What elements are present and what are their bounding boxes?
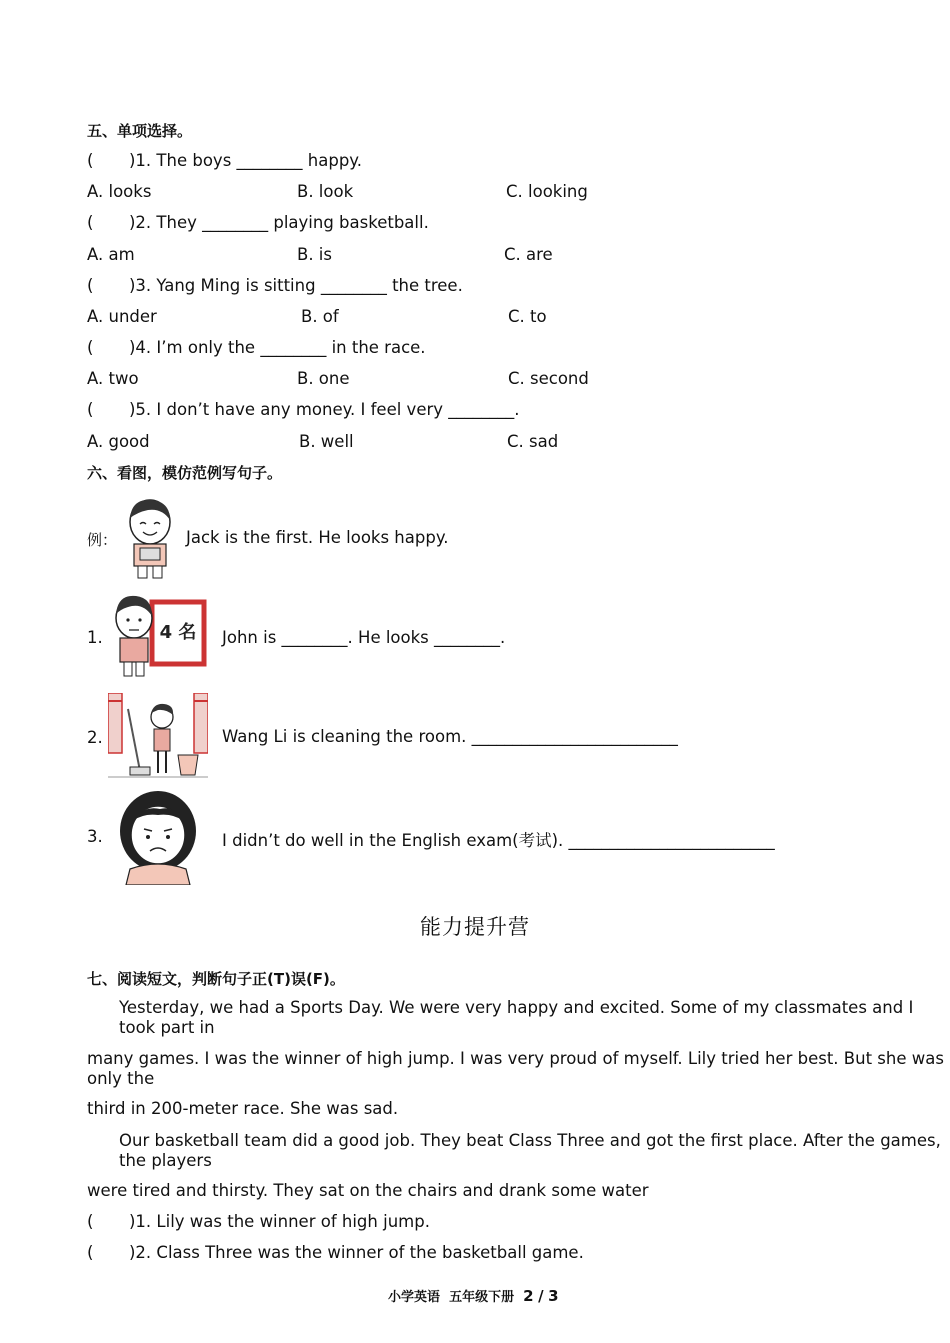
- question-5-1: ( )1. The boys ________ happy.: [87, 151, 362, 170]
- option-b: B. well: [299, 432, 354, 451]
- footer-subject: 小学英语: [388, 1290, 441, 1305]
- option-b: B. of: [301, 307, 339, 326]
- sad-girl-illustration: [108, 787, 208, 885]
- question-7-2: ( )2. Class Three was the winner of the basketball game.: [87, 1243, 584, 1262]
- section6-heading: 六、看图，模仿范例写句子。: [87, 464, 283, 482]
- section-title: 能力提升营: [420, 915, 530, 939]
- reading-paragraph: third in 200-meter race. She was sad.: [87, 1099, 399, 1118]
- footer-separator: /: [538, 1287, 544, 1305]
- reading-paragraph: Yesterday, we had a Sports Day. We were very happy and excited. Some of my classmates and I took part in: [119, 998, 914, 1037]
- option-a: A. good: [87, 432, 150, 451]
- reading-paragraph: were tired and thirsty. They sat on the chairs and drank some water: [87, 1181, 649, 1200]
- option-c: C. to: [508, 307, 547, 326]
- question-5-3: ( )3. Yang Ming is sitting ________ the tree.: [87, 276, 463, 295]
- option-b: B. is: [297, 245, 332, 264]
- option-b: B. look: [297, 182, 354, 201]
- item-number: 1.: [87, 628, 103, 647]
- item-number: 3.: [87, 827, 103, 846]
- section7-heading: 七、阅读短文，判断句子正(T)误(F)。: [87, 970, 345, 988]
- example-label: 例：: [87, 531, 118, 549]
- question-5-4: ( )4. I’m only the ________ in the race.: [87, 338, 426, 357]
- option-c: C. looking: [506, 182, 588, 201]
- happy-boy-illustration: [118, 494, 182, 582]
- girl-cleaning-illustration: [108, 693, 208, 779]
- footer-page: 2: [523, 1287, 534, 1305]
- section5-heading: 五、单项选择。: [87, 122, 193, 140]
- footer-grade: 五年级下册: [449, 1290, 515, 1305]
- option-a: A. under: [87, 307, 157, 326]
- option-a: A. looks: [87, 182, 152, 201]
- reading-paragraph: many games. I was the winner of high jump. I was very proud of myself. Lily tried her best. But she was only the: [87, 1049, 944, 1088]
- item-sentence: I didn’t do well in the English exam(考试). _________________________: [222, 831, 775, 850]
- question-5-2: ( )2. They ________ playing basketball.: [87, 213, 429, 232]
- footer-total: 3: [548, 1287, 559, 1305]
- item-sentence: Wang Li is cleaning the room. _________________________: [222, 727, 678, 746]
- option-c: C. are: [504, 245, 553, 264]
- question-5-5: ( )5. I don’t have any money. I feel very ________.: [87, 400, 520, 419]
- item-number: 2.: [87, 728, 103, 747]
- option-b: B. one: [297, 369, 350, 388]
- example-sentence: Jack is the first. He looks happy.: [186, 528, 449, 547]
- page-footer: [388, 1286, 559, 1305]
- fourth-place-sign: 4 名: [159, 622, 197, 643]
- option-a: A. two: [87, 369, 139, 388]
- boy-fourth-place-illustration: [108, 588, 208, 680]
- reading-paragraph: Our basketball team did a good job. They beat Class Three and got the first place. After the games, the players: [119, 1131, 941, 1170]
- option-c: C. second: [508, 369, 589, 388]
- option-a: A. am: [87, 245, 135, 264]
- option-c: C. sad: [507, 432, 559, 451]
- question-7-1: ( )1. Lily was the winner of high jump.: [87, 1212, 430, 1231]
- item-sentence: John is ________. He looks ________.: [222, 628, 506, 647]
